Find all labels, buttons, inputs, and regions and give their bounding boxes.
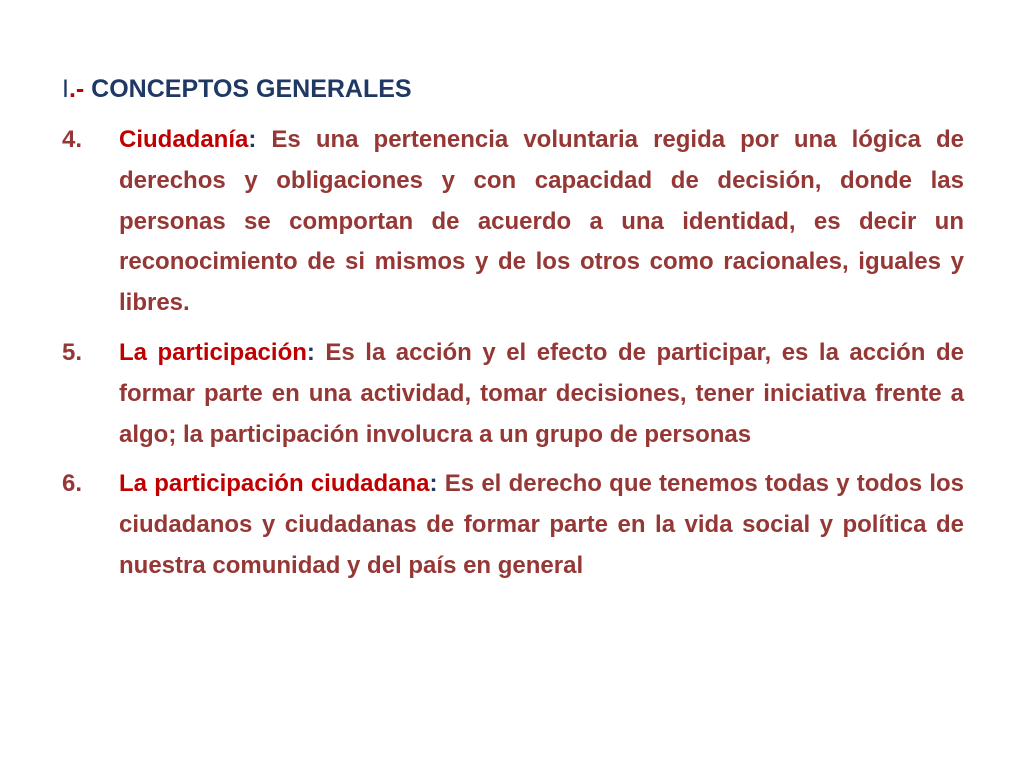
concept-item-participacion-ciudadana: [62, 464, 964, 586]
item-colon: :: [306, 338, 315, 366]
item-number: 4.: [62, 126, 83, 153]
concept-item-ciudadania: [62, 120, 964, 324]
item-number: 6.: [62, 470, 83, 498]
item-description: Es el derecho que tenemos todas y todos los ciudadanos y ciudadanas de formar parte en la vida social y política de nuestra comunidad y del país en general: [119, 470, 964, 579]
item-colon: :: [429, 470, 438, 498]
concept-item-participacion: [62, 333, 964, 455]
item-term: La participación ciudadana: [119, 470, 430, 498]
item-number: 5.: [62, 338, 83, 366]
item-description: Es una pertenencia voluntaria regida por una lógica de derechos y obligaciones y con capacidad de decisión, donde las personas se comportan de acuerdo a una identidad, es decir un reconocimiento de si mismos y de los otros como racionales, iguales y libres.: [119, 126, 964, 317]
heading-title: CONCEPTOS GENERALES: [84, 75, 412, 103]
concept-list: [62, 120, 964, 596]
item-description: Es la acción y el efecto de participar, es la acción de formar parte en una actividad, tomar decisiones, tener iniciativa frente a algo; la participación involucra a un grupo de personas: [119, 338, 964, 448]
heading-roman-numeral: I: [62, 75, 69, 103]
item-term: La participación: [119, 338, 307, 366]
section-heading: [62, 72, 412, 106]
heading-dash: .-: [68, 75, 85, 103]
item-colon: :: [248, 126, 257, 153]
item-term: Ciudadanía: [119, 126, 249, 153]
